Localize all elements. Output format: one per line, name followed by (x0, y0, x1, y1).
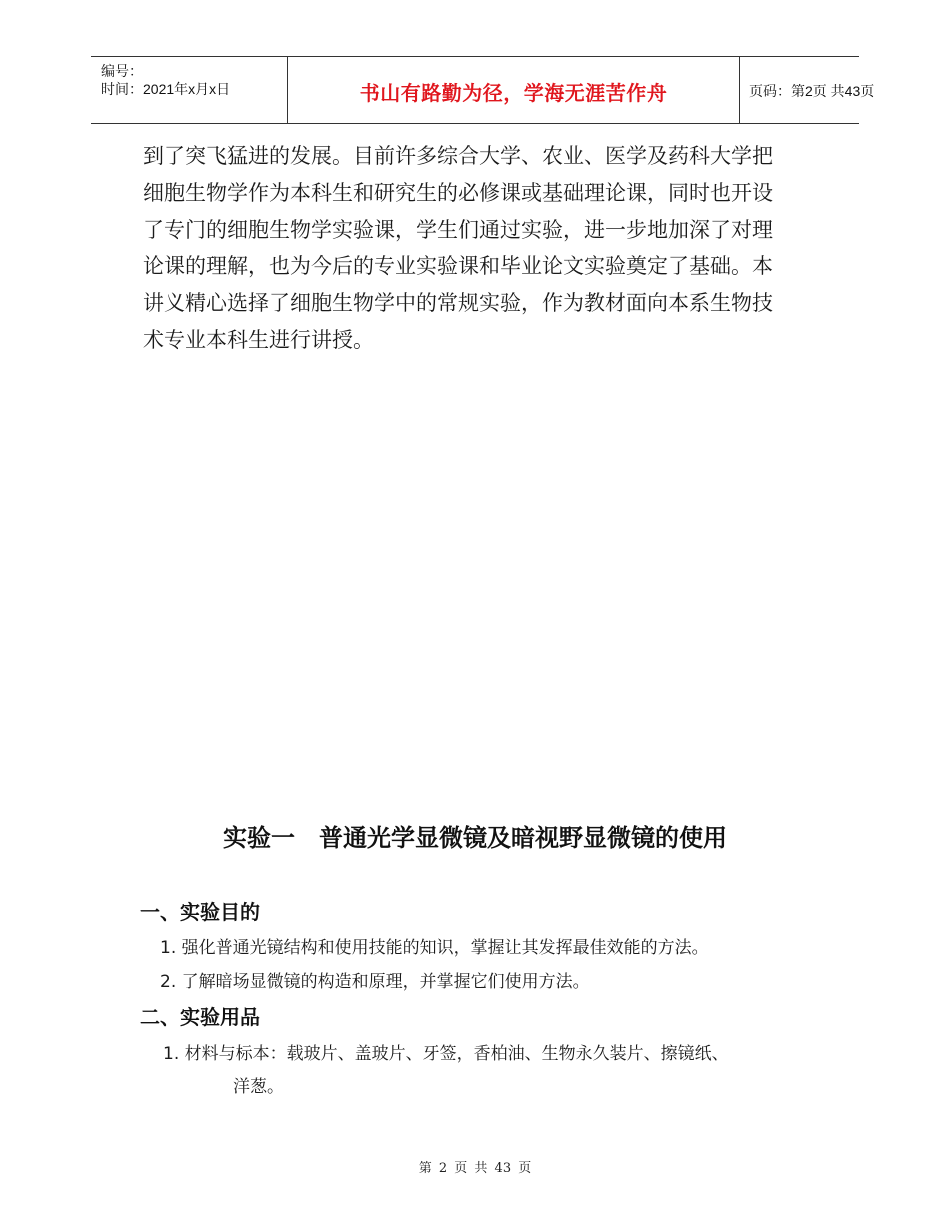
purpose-item-1: 1. 强化普通光镜结构和使用技能的知识，掌握让其发挥最佳效能的方法。 (160, 938, 709, 958)
materials-item-1-line2: 洋葱。 (233, 1077, 284, 1097)
serial-label: 编号： (101, 63, 143, 79)
materials-item-1-line1: 1. 材料与标本：载玻片、盖玻片、牙签，香柏油、生物永久装片、擦镜纸、 (163, 1044, 729, 1064)
section-heading-materials: 二、实验用品 (140, 1005, 260, 1029)
intro-paragraph: 到了突飞猛进的发展。目前许多综合大学、农业、医学及药科大学把 细胞生物学作为本科生和研究生的必修课或基础理论课，同时也开设 了专门的细胞生物学实验课，学生们通过实验，进一步地加深了对理 论课的理解，也为今后的专业实验课和毕业论文实验奠定了基础。本 讲义精心选择了细胞生物学中的常规实验，作为教材面向本系生物技 术专业本科生进行讲授。 (143, 144, 773, 352)
header-meta-cell (91, 57, 287, 123)
experiment-title: 实验一 普通光学显微镜及暗视野显微镜的使用 (223, 824, 727, 852)
header-motto: 书山有路勤为径，学海无涯苦作舟 (359, 81, 668, 105)
header-page-label: 页码：第2页 共43页 (749, 83, 875, 99)
page-footer: 第 2 页 共 43 页 (418, 1161, 532, 1176)
section-heading-purpose: 一、实验目的 (140, 900, 260, 924)
purpose-item-2: 2. 了解暗场显微镜的构造和原理，并掌握它们使用方法。 (160, 972, 590, 992)
header-page-cell (739, 57, 875, 123)
document-header (91, 56, 875, 124)
header-motto-cell (287, 57, 740, 123)
date-label: 时间：2021年x月x日 (101, 81, 231, 97)
